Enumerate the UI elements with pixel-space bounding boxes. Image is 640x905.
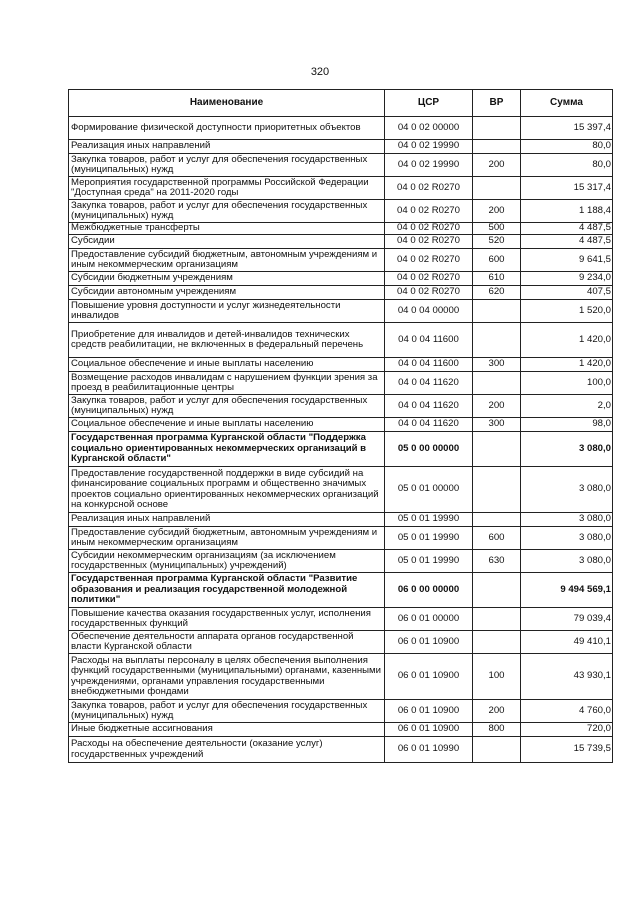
row-vr xyxy=(473,631,521,654)
table-row xyxy=(69,631,613,654)
row-csr: 05 0 01 19990 xyxy=(385,513,473,527)
table-row xyxy=(69,358,613,372)
row-csr: 04 0 02 R0270 xyxy=(385,272,473,286)
table-header-row xyxy=(69,90,613,117)
table-row xyxy=(69,550,613,573)
table-row xyxy=(69,117,613,140)
row-name: Реализация иных направлений xyxy=(69,140,385,154)
row-name: Государственная программа Курганской области "Развитие образования и реализация государственной молодежной политики" xyxy=(69,573,385,608)
row-csr: 05 0 01 00000 xyxy=(385,467,473,513)
row-csr: 06 0 01 10990 xyxy=(385,737,473,763)
table-row xyxy=(69,608,613,631)
row-vr: 620 xyxy=(473,286,521,300)
row-name: Формирование физической доступности приоритетных объектов xyxy=(69,117,385,140)
row-name: Закупка товаров, работ и услуг для обеспечения государственных (муниципальных) нужд xyxy=(69,154,385,177)
row-sum: 80,0 xyxy=(521,140,613,154)
row-csr: 04 0 02 R0270 xyxy=(385,177,473,200)
row-vr xyxy=(473,140,521,154)
row-name: Предоставление государственной поддержки в виде субсидий на финансирование социальных программ и общественно значимых проектов социально ориентированных некоммерческих организаций на конкурсной основе xyxy=(69,467,385,513)
row-csr: 04 0 04 11620 xyxy=(385,418,473,432)
row-vr xyxy=(473,467,521,513)
row-sum: 4 487,5 xyxy=(521,235,613,249)
row-name: Закупка товаров, работ и услуг для обеспечения государственных (муниципальных) нужд xyxy=(69,700,385,723)
row-csr: 04 0 04 11600 xyxy=(385,323,473,358)
row-vr: 300 xyxy=(473,358,521,372)
table-row xyxy=(69,513,613,527)
row-csr: 04 0 02 R0270 xyxy=(385,286,473,300)
row-csr: 04 0 04 00000 xyxy=(385,300,473,323)
row-sum: 407,5 xyxy=(521,286,613,300)
row-name: Возмещение расходов инвалидам с нарушением функции зрения за проезд в реабилитационные центры xyxy=(69,372,385,395)
row-name: Предоставление субсидий бюджетным, автономным учреждениям и иным некоммерческим организациям xyxy=(69,527,385,550)
row-sum: 9 641,5 xyxy=(521,249,613,272)
row-vr xyxy=(473,573,521,608)
row-name: Расходы на обеспечение деятельности (оказание услуг) государственных учреждений xyxy=(69,737,385,763)
row-sum: 98,0 xyxy=(521,418,613,432)
row-name: Приобретение для инвалидов и детей-инвалидов технических средств реабилитации, не включенных в федеральный перечень xyxy=(69,323,385,358)
row-vr: 200 xyxy=(473,200,521,223)
row-sum: 9 234,0 xyxy=(521,272,613,286)
row-name: Социальное обеспечение и иные выплаты населению xyxy=(69,418,385,432)
row-vr xyxy=(473,300,521,323)
row-name: Закупка товаров, работ и услуг для обеспечения государственных (муниципальных) нужд xyxy=(69,395,385,418)
row-name: Социальное обеспечение и иные выплаты населению xyxy=(69,358,385,372)
row-name: Мероприятия государственной программы Российской Федерации "Доступная среда" на 2011-2020 годы xyxy=(69,177,385,200)
row-sum: 1 188,4 xyxy=(521,200,613,223)
header-vr: ВР xyxy=(473,90,521,117)
row-csr: 06 0 01 00000 xyxy=(385,608,473,631)
row-vr: 520 xyxy=(473,235,521,249)
row-sum: 1 420,0 xyxy=(521,358,613,372)
table-row xyxy=(69,223,613,235)
row-vr xyxy=(473,117,521,140)
row-sum: 100,0 xyxy=(521,372,613,395)
row-vr: 200 xyxy=(473,700,521,723)
row-name: Межбюджетные трансферты xyxy=(69,223,385,235)
row-name: Повышение качества оказания государственных услуг, исполнения государственных функций xyxy=(69,608,385,631)
row-sum: 4 760,0 xyxy=(521,700,613,723)
table-row xyxy=(69,527,613,550)
table-row xyxy=(69,737,613,763)
row-name: Субсидии xyxy=(69,235,385,249)
table-row xyxy=(69,300,613,323)
header-name: Наименование xyxy=(69,90,385,117)
row-name: Закупка товаров, работ и услуг для обеспечения государственных (муниципальных) нужд xyxy=(69,200,385,223)
row-vr: 200 xyxy=(473,395,521,418)
row-vr xyxy=(473,737,521,763)
row-sum: 720,0 xyxy=(521,723,613,737)
table-row xyxy=(69,140,613,154)
row-sum: 3 080,0 xyxy=(521,513,613,527)
row-vr xyxy=(473,513,521,527)
page-number: 320 xyxy=(310,66,330,78)
row-name: Повышение уровня доступности и услуг жизнедеятельности инвалидов xyxy=(69,300,385,323)
row-csr: 04 0 04 11620 xyxy=(385,372,473,395)
row-sum: 15 317,4 xyxy=(521,177,613,200)
row-vr xyxy=(473,372,521,395)
row-csr: 06 0 01 10900 xyxy=(385,631,473,654)
row-vr: 600 xyxy=(473,249,521,272)
row-csr: 04 0 02 R0270 xyxy=(385,235,473,249)
row-sum: 3 080,0 xyxy=(521,467,613,513)
row-sum: 9 494 569,1 xyxy=(521,573,613,608)
row-name: Государственная программа Курганской области "Поддержка социально ориентированных некоммерческих организаций в Курганской области" xyxy=(69,432,385,467)
row-name: Предоставление субсидий бюджетным, автономным учреждениям и иным некоммерческим организациям xyxy=(69,249,385,272)
row-csr: 04 0 02 00000 xyxy=(385,117,473,140)
row-vr: 600 xyxy=(473,527,521,550)
table-row xyxy=(69,723,613,737)
table-row xyxy=(69,200,613,223)
row-name: Иные бюджетные ассигнования xyxy=(69,723,385,737)
row-csr: 04 0 02 R0270 xyxy=(385,223,473,235)
row-sum: 15 739,5 xyxy=(521,737,613,763)
row-sum: 43 930,1 xyxy=(521,654,613,700)
row-vr xyxy=(473,177,521,200)
table-row xyxy=(69,654,613,700)
table-row xyxy=(69,573,613,608)
table-row xyxy=(69,286,613,300)
row-csr: 04 0 02 19990 xyxy=(385,140,473,154)
row-sum: 15 397,4 xyxy=(521,117,613,140)
row-csr: 04 0 02 R0270 xyxy=(385,200,473,223)
row-sum: 3 080,0 xyxy=(521,550,613,573)
row-sum: 2,0 xyxy=(521,395,613,418)
row-sum: 80,0 xyxy=(521,154,613,177)
row-csr: 06 0 01 10900 xyxy=(385,654,473,700)
table-row xyxy=(69,272,613,286)
table-row xyxy=(69,372,613,395)
row-sum: 3 080,0 xyxy=(521,527,613,550)
row-sum: 79 039,4 xyxy=(521,608,613,631)
table-row xyxy=(69,700,613,723)
header-sum: Сумма xyxy=(521,90,613,117)
row-name: Расходы на выплаты персоналу в целях обеспечения выполнения функций государственными (муниципальными) органами, казенными учреждениями, органами управления государственными внебюджетными фондами xyxy=(69,654,385,700)
row-vr: 610 xyxy=(473,272,521,286)
row-sum: 3 080,0 xyxy=(521,432,613,467)
row-csr: 06 0 01 10900 xyxy=(385,723,473,737)
row-vr: 800 xyxy=(473,723,521,737)
header-csr: ЦСР xyxy=(385,90,473,117)
row-sum: 49 410,1 xyxy=(521,631,613,654)
row-sum: 4 487,5 xyxy=(521,223,613,235)
row-csr: 06 0 01 10900 xyxy=(385,700,473,723)
row-vr xyxy=(473,608,521,631)
row-name: Реализация иных направлений xyxy=(69,513,385,527)
row-vr xyxy=(473,432,521,467)
row-name: Обеспечение деятельности аппарата органов государственной власти Курганской области xyxy=(69,631,385,654)
row-name: Субсидии автономным учреждениям xyxy=(69,286,385,300)
row-sum: 1 420,0 xyxy=(521,323,613,358)
row-vr: 100 xyxy=(473,654,521,700)
row-csr: 05 0 01 19990 xyxy=(385,550,473,573)
row-csr: 06 0 00 00000 xyxy=(385,573,473,608)
row-csr: 05 0 01 19990 xyxy=(385,527,473,550)
row-vr xyxy=(473,323,521,358)
table-row xyxy=(69,467,613,513)
row-csr: 04 0 02 19990 xyxy=(385,154,473,177)
row-name: Субсидии бюджетным учреждениям xyxy=(69,272,385,286)
row-sum: 1 520,0 xyxy=(521,300,613,323)
budget-table xyxy=(68,89,613,763)
table-row xyxy=(69,395,613,418)
table-row xyxy=(69,418,613,432)
table-row xyxy=(69,177,613,200)
row-vr: 630 xyxy=(473,550,521,573)
table-row xyxy=(69,432,613,467)
row-name: Субсидии некоммерческим организациям (за исключением государственных (муниципальных) учреждений) xyxy=(69,550,385,573)
row-vr: 200 xyxy=(473,154,521,177)
row-vr: 500 xyxy=(473,223,521,235)
row-csr: 04 0 04 11620 xyxy=(385,395,473,418)
table-row xyxy=(69,249,613,272)
table-row xyxy=(69,235,613,249)
row-csr: 04 0 04 11600 xyxy=(385,358,473,372)
row-vr: 300 xyxy=(473,418,521,432)
row-csr: 05 0 00 00000 xyxy=(385,432,473,467)
row-csr: 04 0 02 R0270 xyxy=(385,249,473,272)
table-row xyxy=(69,154,613,177)
table-row xyxy=(69,323,613,358)
